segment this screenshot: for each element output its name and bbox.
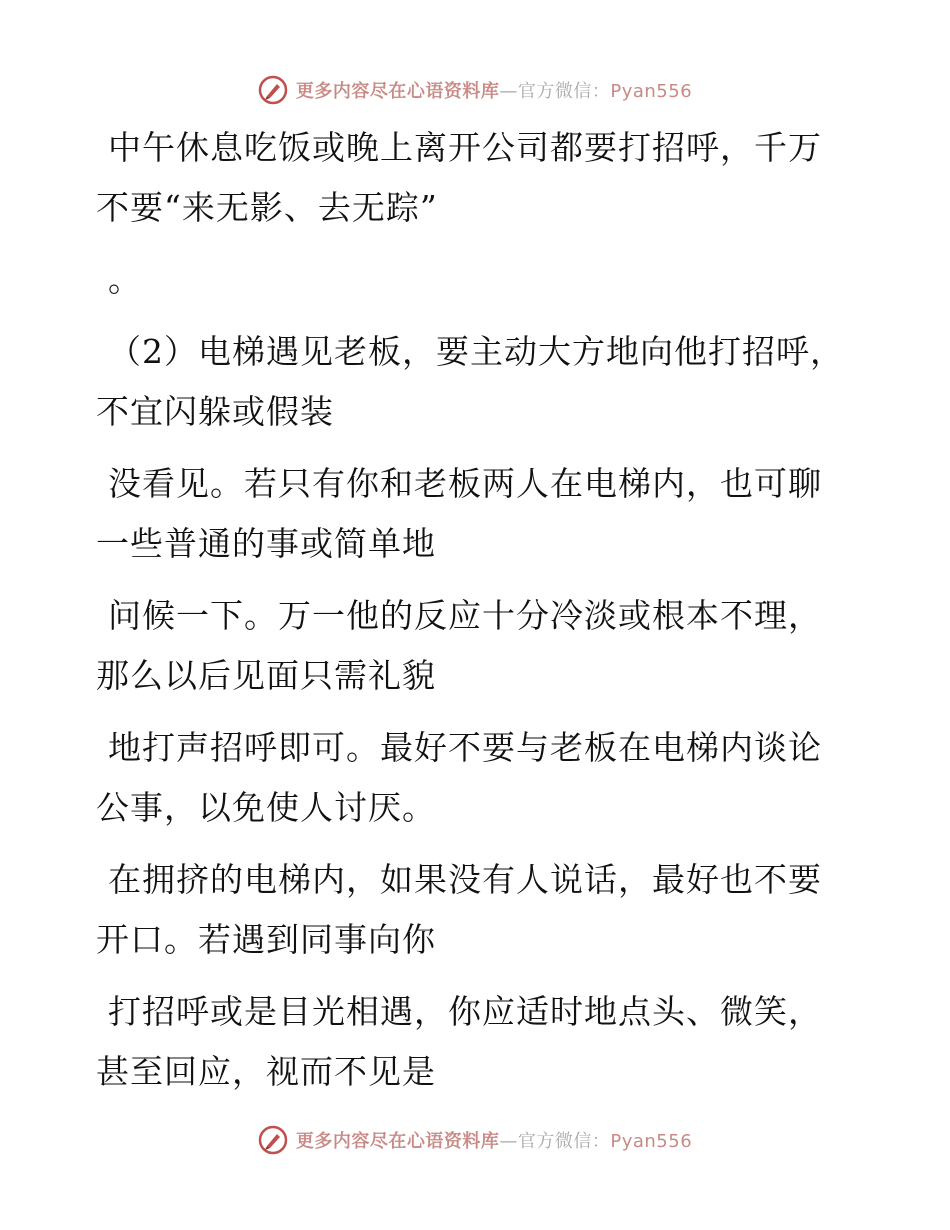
text-line: 公事，以免使人讨厌。 (96, 788, 436, 827)
watermark-wechat-id: Pyan556 (610, 1131, 693, 1152)
paragraph (96, 982, 836, 1102)
watermark-wechat-id: Pyan556 (610, 81, 693, 102)
paragraph (96, 118, 836, 238)
paragraph (96, 322, 844, 442)
fountain-pen-icon (258, 1125, 288, 1155)
paragraph (96, 718, 836, 838)
paragraph (96, 250, 836, 310)
text-line: 一些普通的事或简单地 (96, 524, 436, 563)
watermark-separator: — (499, 1131, 518, 1152)
watermark-wechat-label: 官方微信： (517, 81, 611, 102)
text-line: 开口。若遇到同事向你 (96, 920, 436, 959)
text-line: 甚至回应，视而不见是 (96, 1052, 436, 1091)
text-line: 问候一下。万一他的反应十分冷淡或根本不理， (108, 596, 822, 635)
paragraph (96, 850, 836, 970)
text-line: 在拥挤的电梯内，如果没有人说话，最好也不要 (108, 860, 822, 899)
text-line: 地打声招呼即可。最好不要与老板在电梯内谈论 (108, 728, 822, 767)
watermark-text (296, 77, 692, 103)
watermark-main: 更多内容尽在心语资料库 (295, 81, 500, 102)
watermark-separator: — (499, 81, 518, 102)
text-line: 那么以后见面只需礼貌 (96, 656, 436, 695)
text-line: 。 (108, 260, 142, 299)
text-line: 打招呼或是目光相遇，你应适时地点头、微笑， (108, 992, 822, 1031)
text-line: 不要“来无影、去无踪” (96, 188, 438, 227)
text-line: 不宜闪躲或假装 (96, 392, 334, 431)
watermark-wechat-label: 官方微信： (517, 1131, 611, 1152)
text-line: 中午休息吃饭或晚上离开公司都要打招呼，千万 (108, 128, 822, 167)
watermark-main: 更多内容尽在心语资料库 (295, 1131, 500, 1152)
fountain-pen-icon (258, 75, 288, 105)
watermark-text (296, 1127, 692, 1153)
text-line: （2）电梯遇见老板，要主动大方地向他打招呼， (108, 332, 844, 371)
paragraph (96, 454, 836, 574)
document-body (96, 118, 844, 1114)
paragraph (96, 586, 836, 706)
footer-watermark (0, 1120, 950, 1160)
header-watermark (0, 70, 950, 110)
text-line: 没看见。若只有你和老板两人在电梯内，也可聊 (108, 464, 822, 503)
